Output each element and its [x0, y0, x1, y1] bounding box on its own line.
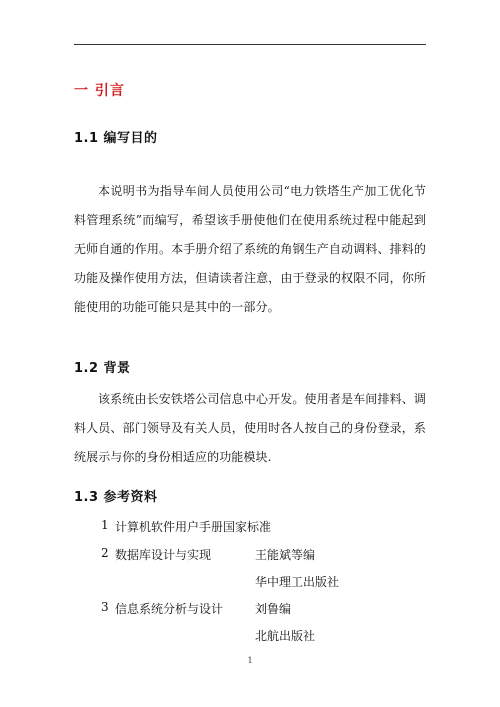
section-heading-background: 1.2 背景 — [74, 361, 131, 376]
reference-author: 刘鲁编 — [255, 602, 292, 616]
section-heading-purpose: 1.1 编写目的 — [74, 131, 158, 146]
reference-index: 2 — [101, 546, 109, 560]
reference-publisher: 华中理工出版社 — [255, 575, 340, 589]
header-rule — [74, 44, 426, 45]
background-paragraph: 该系统由长安铁塔公司信息中心开发。使用者是车间排料、调料人员、部门领导及有关人员，使用时各人按自己的身份登录，系统展示与你的身份相适应的功能模块. — [74, 392, 426, 464]
reference-index: 1 — [101, 518, 109, 532]
page-number: 1 — [247, 656, 253, 665]
reference-title: 数据库设计与实现 — [115, 548, 212, 562]
section-heading-intro: 一 引言 — [74, 83, 125, 99]
reference-publisher: 北航出版社 — [255, 629, 316, 643]
reference-author: 王能斌等编 — [255, 548, 316, 562]
section-heading-references: 1.3 参考资料 — [74, 490, 158, 505]
reference-title: 计算机软件用户手册国家标准 — [115, 520, 272, 534]
reference-index: 3 — [101, 600, 109, 614]
purpose-paragraph: 本说明书为指导车间人员使用公司“电力铁塔生产加工优化节料管理系统”而编写，希望该手册使他们在使用系统过程中能起到无师自通的作用。本手册介绍了系统的角钢生产自动调料、排料的功能及操作使用方法，但请读者注意，由于登录的权限不同，你所能使用的功能可能只是其中的一部分。 — [74, 184, 426, 314]
reference-title: 信息系统分析与设计 — [115, 602, 224, 616]
